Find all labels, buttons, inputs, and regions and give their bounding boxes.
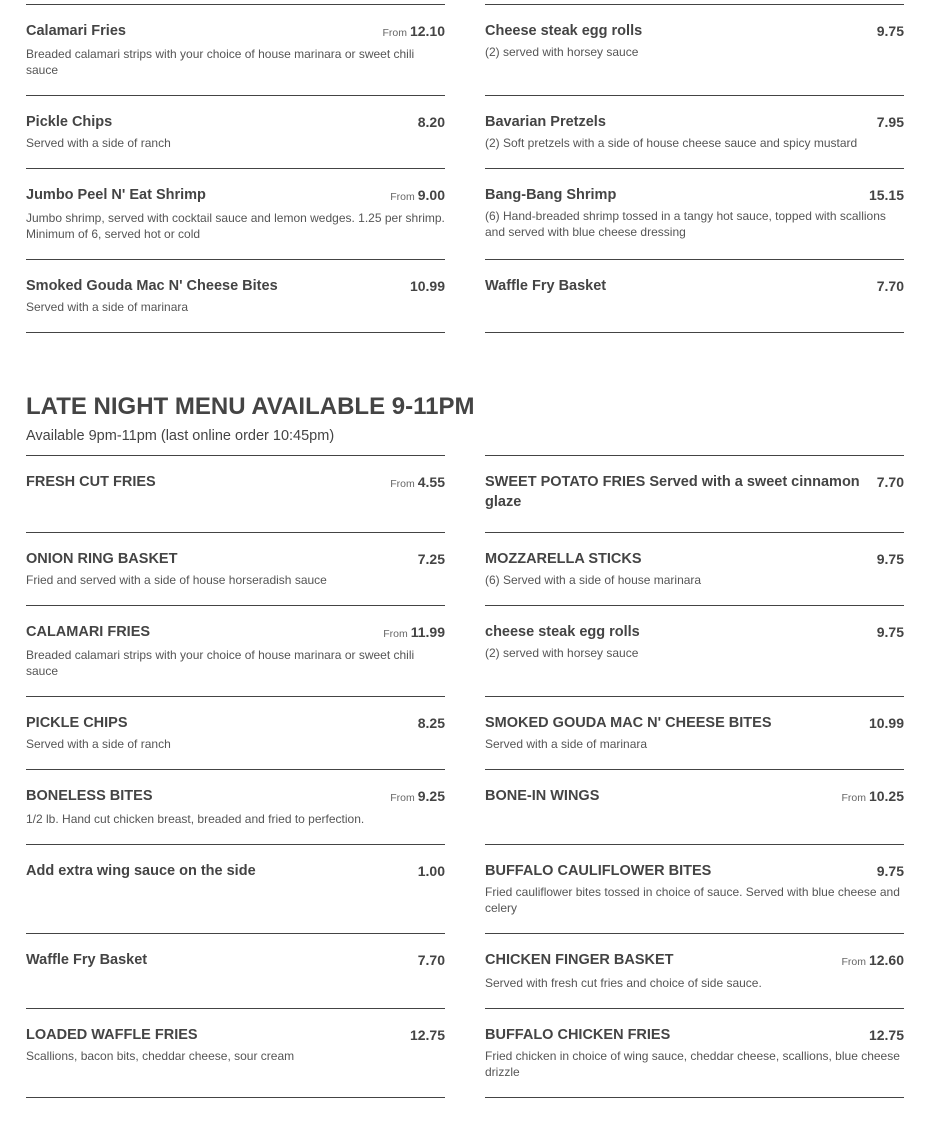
- menu-item[interactable]: [485, 259, 904, 333]
- menu-item[interactable]: [485, 933, 904, 1008]
- price-value: 9.00: [417, 187, 445, 203]
- price-value: 9.25: [417, 788, 445, 804]
- from-label: From: [841, 792, 866, 804]
- item-name: SWEET POTATO FRIES Served with a sweet cinnamon glaze: [485, 474, 860, 510]
- price-value: 12.75: [868, 1027, 904, 1043]
- menu-item[interactable]: [485, 696, 904, 769]
- item-price: [418, 112, 445, 132]
- item-name: CHICKEN FINGER BASKET: [485, 952, 674, 968]
- price-value: 7.70: [417, 952, 445, 968]
- from-label: From: [390, 478, 415, 490]
- menu-item[interactable]: [485, 769, 904, 844]
- menu-item[interactable]: [26, 933, 445, 1008]
- item-name: BUFFALO CHICKEN FRIES: [485, 1027, 671, 1043]
- price-value: 7.70: [876, 278, 904, 294]
- item-price: [418, 861, 445, 881]
- price-value: 8.20: [417, 114, 445, 130]
- item-description: Jumbo shrimp, served with cocktail sauce and lemon wedges. 1.25 per shrimp. Minimum of 6, served hot or cold: [26, 211, 445, 241]
- item-price: [869, 185, 904, 205]
- item-price: [382, 21, 445, 43]
- item-name: Waffle Fry Basket: [485, 278, 607, 294]
- menu-item[interactable]: [485, 605, 904, 696]
- item-description: Fried chicken in choice of wing sauce, cheddar cheese, scallions, blue cheese drizzle: [485, 1049, 900, 1079]
- menu-item[interactable]: [26, 769, 445, 844]
- price-value: 10.99: [409, 278, 445, 294]
- section-subtitle: Available 9pm-11pm (last online order 10:45pm): [26, 428, 335, 444]
- item-description: (6) Hand-breaded shrimp tossed in a tangy hot sauce, topped with scallions and served with blue cheese dressing: [485, 209, 886, 239]
- item-name: FRESH CUT FRIES: [26, 474, 156, 490]
- price-value: 15.15: [868, 187, 904, 203]
- item-name: Smoked Gouda Mac N' Cheese Bites: [26, 278, 278, 294]
- item-name: Cheese steak egg rolls: [485, 23, 643, 39]
- menu-item[interactable]: [26, 455, 445, 532]
- item-description: (6) Served with a side of house marinara: [485, 573, 702, 587]
- item-price: [418, 950, 445, 970]
- price-value: 9.75: [876, 624, 904, 640]
- item-name: ONION RING BASKET: [26, 551, 178, 567]
- price-value: 12.10: [409, 23, 445, 39]
- from-label: From: [382, 27, 407, 39]
- item-name: Add extra wing sauce on the side: [26, 863, 256, 879]
- item-description: Served with fresh cut fries and choice of side sauce.: [485, 976, 762, 990]
- from-label: From: [841, 956, 866, 968]
- item-name: Calamari Fries: [26, 23, 126, 39]
- menu-item[interactable]: [26, 605, 445, 696]
- item-price: [877, 622, 904, 642]
- item-price: [877, 112, 904, 132]
- price-value: 8.25: [417, 715, 445, 731]
- from-label: From: [390, 191, 415, 203]
- price-value: 10.25: [868, 788, 904, 804]
- menu-grid-top: [26, 4, 904, 333]
- menu-item[interactable]: [485, 455, 904, 532]
- item-name: BUFFALO CAULIFLOWER BITES: [485, 863, 712, 879]
- menu-item[interactable]: [485, 168, 904, 259]
- item-price: [390, 786, 445, 808]
- price-value: 9.75: [876, 551, 904, 567]
- menu-item[interactable]: [26, 259, 445, 333]
- item-name: Jumbo Peel N' Eat Shrimp: [26, 187, 206, 203]
- item-description: Fried cauliflower bites tossed in choice of sauce. Served with blue cheese and celery: [485, 885, 900, 915]
- price-value: 11.99: [410, 624, 445, 640]
- item-name: PICKLE CHIPS: [26, 715, 128, 731]
- item-name: BONE-IN WINGS: [485, 788, 600, 804]
- menu-item[interactable]: [485, 844, 904, 933]
- item-description: 1/2 lb. Hand cut chicken breast, breaded and fried to perfection.: [26, 812, 365, 826]
- item-price: [390, 472, 445, 494]
- item-name: cheese steak egg rolls: [485, 624, 640, 640]
- item-description: Fried and served with a side of house horseradish sauce: [26, 573, 327, 587]
- item-price: [877, 21, 904, 41]
- menu-item[interactable]: [26, 696, 445, 769]
- item-price: [841, 786, 904, 808]
- menu-item[interactable]: [26, 4, 445, 95]
- item-description: (2) served with horsey sauce: [485, 646, 639, 660]
- price-value: 1.00: [417, 863, 445, 879]
- price-value: 7.95: [876, 114, 904, 130]
- item-description: Breaded calamari strips with your choice of house marinara or sweet chili sauce: [26, 648, 415, 678]
- item-description: (2) served with horsey sauce: [485, 45, 639, 59]
- item-description: Scallions, bacon bits, cheddar cheese, sour cream: [26, 1049, 295, 1063]
- item-price: [410, 1025, 445, 1045]
- menu-item[interactable]: [485, 532, 904, 605]
- price-value: 4.55: [417, 474, 445, 490]
- item-description: Served with a side of ranch: [26, 136, 171, 150]
- from-label: From: [383, 628, 408, 640]
- item-name: CALAMARI FRIES: [26, 624, 151, 640]
- late-night-header: [26, 392, 474, 446]
- from-label: From: [390, 792, 415, 804]
- item-description: Served with a side of marinara: [485, 737, 648, 751]
- menu-item[interactable]: [26, 168, 445, 259]
- item-description: Breaded calamari strips with your choice of house marinara or sweet chili sauce: [26, 47, 415, 77]
- item-name: SMOKED GOUDA MAC N' CHEESE BITES: [485, 715, 772, 731]
- item-price: [418, 713, 445, 733]
- menu-grid-late-night: [26, 455, 904, 1098]
- item-price: [869, 1025, 904, 1045]
- price-value: 10.99: [868, 715, 904, 731]
- item-price: [410, 276, 445, 296]
- price-value: 7.70: [876, 474, 904, 490]
- menu-item[interactable]: [26, 844, 445, 933]
- item-price: [877, 472, 904, 492]
- item-price: [877, 861, 904, 881]
- item-price: [841, 950, 904, 972]
- price-value: 7.25: [417, 551, 445, 567]
- menu-item[interactable]: [26, 532, 445, 605]
- item-description: Served with a side of ranch: [26, 737, 171, 751]
- item-name: BONELESS BITES: [26, 788, 153, 804]
- menu-item[interactable]: [485, 4, 904, 95]
- menu-item[interactable]: [485, 95, 904, 168]
- item-name: Pickle Chips: [26, 114, 113, 130]
- section-title: LATE NIGHT MENU AVAILABLE 9-11PM: [26, 393, 475, 420]
- item-name: LOADED WAFFLE FRIES: [26, 1027, 198, 1043]
- item-description: (2) Soft pretzels with a side of house cheese sauce and spicy mustard: [485, 136, 858, 150]
- price-value: 9.75: [876, 863, 904, 879]
- item-price: [877, 276, 904, 296]
- price-value: 12.75: [409, 1027, 445, 1043]
- item-name: Bavarian Pretzels: [485, 114, 606, 130]
- item-price: [418, 549, 445, 569]
- price-value: 9.75: [876, 23, 904, 39]
- item-description: Served with a side of marinara: [26, 300, 189, 314]
- menu-item[interactable]: [26, 95, 445, 168]
- item-price: [869, 713, 904, 733]
- menu-item[interactable]: [485, 1008, 904, 1098]
- item-name: MOZZARELLA STICKS: [485, 551, 642, 567]
- price-value: 12.60: [868, 952, 904, 968]
- menu-item[interactable]: [26, 1008, 445, 1098]
- item-name: Waffle Fry Basket: [26, 952, 148, 968]
- item-price: [390, 185, 445, 207]
- item-price: [383, 622, 445, 644]
- item-price: [877, 549, 904, 569]
- item-name: Bang-Bang Shrimp: [485, 187, 617, 203]
